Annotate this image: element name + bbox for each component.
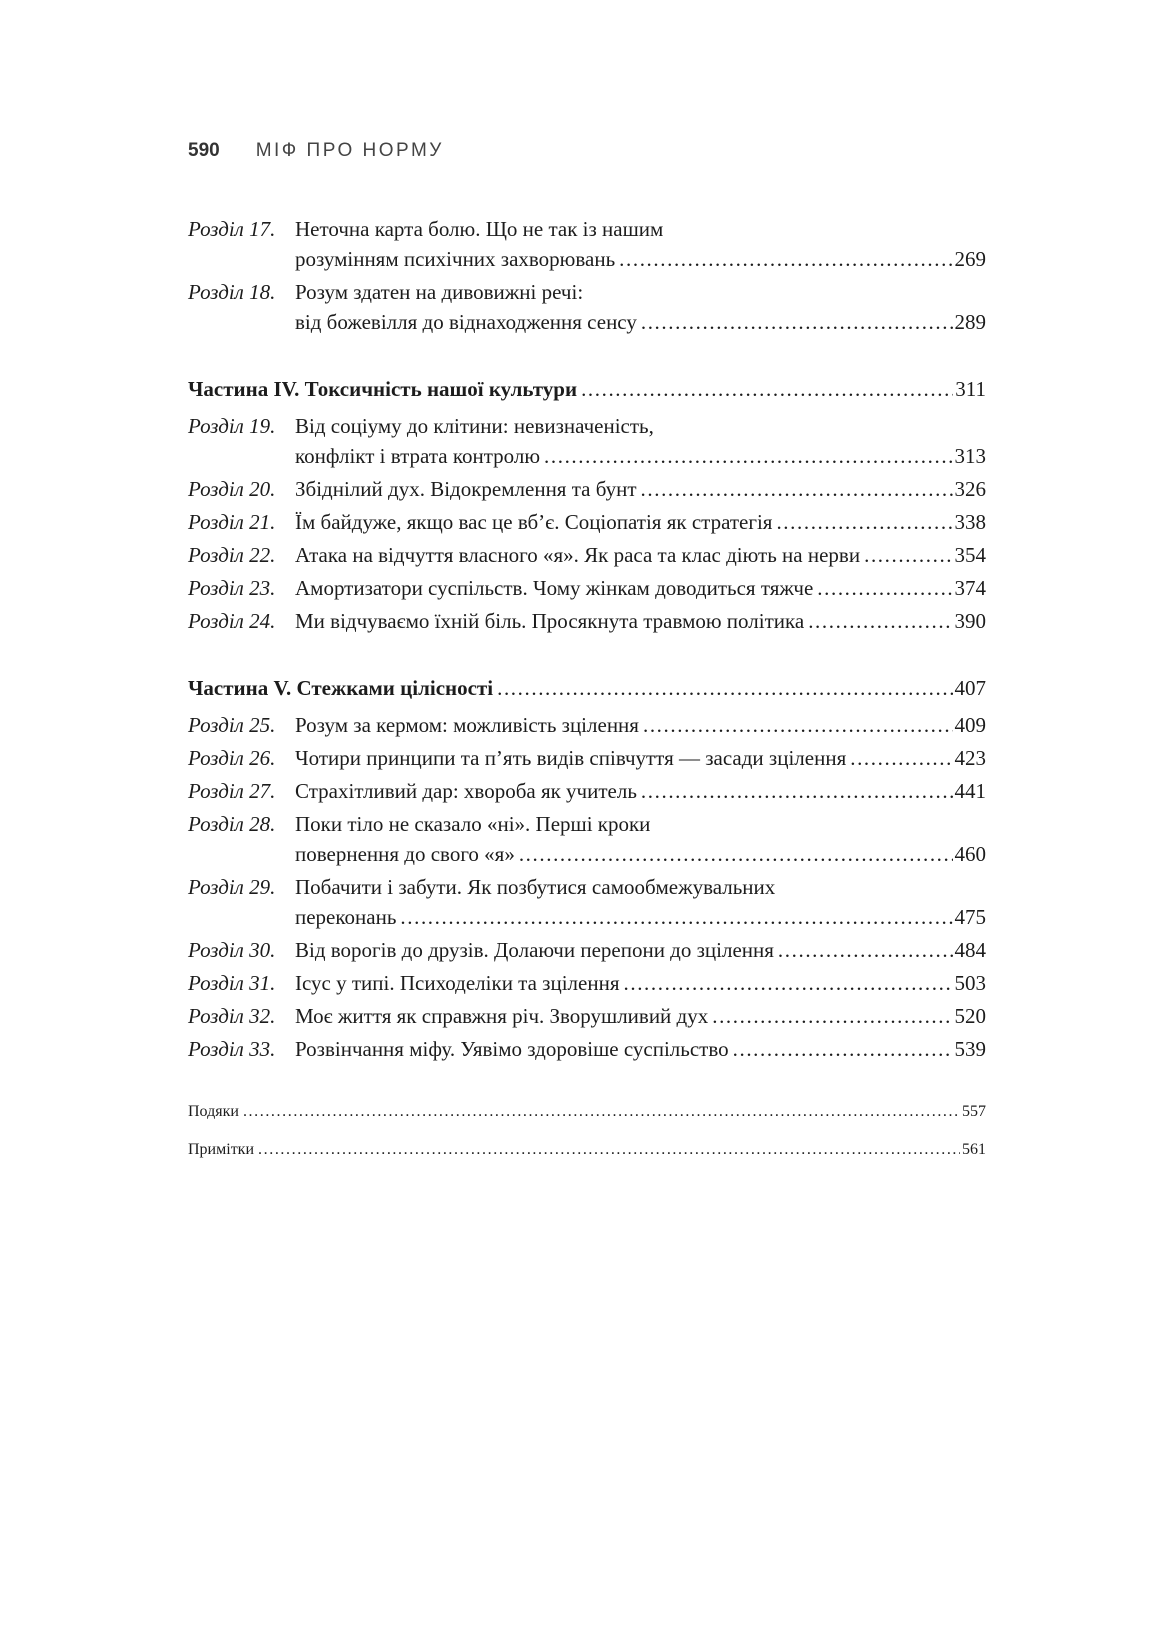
page-number: 354 — [954, 543, 986, 567]
entry-text: Страхітливий дар: хвороба як учитель — [295, 779, 637, 803]
toc-entry — [188, 507, 986, 537]
toc-entry — [188, 935, 986, 965]
dot-leader — [400, 902, 952, 932]
toc-entry — [188, 277, 986, 337]
part-heading-text: Частина V. Стежками цілісності — [188, 676, 494, 700]
chapter-label: Розділ 19. — [188, 414, 276, 438]
entry-body — [295, 214, 986, 274]
entry-text: повернення до свого «я» — [295, 842, 515, 866]
toc-line — [295, 872, 986, 902]
chapter-label: Розділ 25. — [188, 713, 276, 737]
page-number: 289 — [954, 310, 986, 334]
entry-text: Амортизатори суспільств. Чому жінкам доводиться тяжче — [295, 576, 814, 600]
chapter-label: Розділ 28. — [188, 812, 276, 836]
toc-group — [188, 374, 986, 636]
toc-line — [295, 507, 986, 537]
toc-group — [188, 673, 986, 1064]
page-number: 423 — [954, 746, 986, 770]
dot-leader — [581, 374, 953, 404]
dot-leader — [258, 1135, 960, 1165]
entry-text: конфлікт і втрата контролю — [295, 444, 541, 468]
chapter-label: Розділ 32. — [188, 1004, 276, 1028]
entry-body — [295, 809, 986, 869]
page-folio: 590 — [188, 140, 220, 161]
table-of-contents — [188, 214, 986, 1064]
chapter-label: Розділ 27. — [188, 779, 276, 803]
toc-group — [188, 214, 986, 337]
page-number: 539 — [954, 1037, 986, 1061]
toc-entry — [188, 540, 986, 570]
dot-leader — [778, 935, 953, 965]
toc-entry — [188, 474, 986, 504]
entry-text: Збіднілий дух. Відокремлення та бунт — [295, 477, 637, 501]
entry-text: Від ворогів до друзів. Долаючи перепони до зцілення — [295, 938, 774, 962]
toc-line — [295, 710, 986, 740]
chapter-label: Розділ 30. — [188, 938, 276, 962]
toc-line — [295, 1034, 986, 1064]
toc-entry — [188, 606, 986, 636]
page-number: 475 — [954, 905, 986, 929]
running-title: МІФ ПРО НОРМУ — [255, 140, 444, 161]
toc-entry — [188, 968, 986, 998]
entry-body — [295, 573, 986, 603]
toc-line — [295, 441, 986, 471]
page-number: 520 — [954, 1004, 986, 1028]
chapter-label: Розділ 23. — [188, 576, 276, 600]
entry-text: Ісус у типі. Психоделіки та зцілення — [295, 971, 620, 995]
dot-leader — [850, 743, 952, 773]
dot-leader — [817, 573, 952, 603]
entry-body — [295, 935, 986, 965]
entry-body — [295, 968, 986, 998]
toc-entry — [188, 573, 986, 603]
toc-line — [295, 277, 986, 307]
toc-line — [295, 968, 986, 998]
dot-leader — [243, 1097, 960, 1127]
chapter-label: Розділ 29. — [188, 875, 276, 899]
page-number: 409 — [954, 713, 986, 737]
entry-body — [295, 1001, 986, 1031]
entry-text: Від соціуму до клітини: невизначеність, — [295, 414, 654, 438]
dot-leader — [776, 507, 952, 537]
toc-entry — [188, 743, 986, 773]
entry-text: Поки тіло не сказало «ні». Перші кроки — [295, 812, 651, 836]
entry-text: Побачити і забути. Як позбутися самообмежувальних — [295, 875, 776, 899]
toc-line — [295, 839, 986, 869]
page-number: 311 — [955, 377, 986, 401]
toc-line — [295, 244, 986, 274]
chapter-label: Розділ 24. — [188, 609, 276, 633]
dot-leader — [497, 673, 952, 703]
entry-text: Атака на відчуття власного «я». Як раса та клас діють на нерви — [295, 543, 861, 567]
toc-line — [295, 540, 986, 570]
dot-leader — [544, 441, 952, 471]
backmatter-entry — [188, 1135, 986, 1165]
entry-text: Розвінчання міфу. Уявімо здоровіше суспільство — [295, 1037, 729, 1061]
entry-body — [295, 872, 986, 932]
toc-line — [295, 573, 986, 603]
page-number: 407 — [954, 676, 986, 700]
entry-text: Моє життя як справжня річ. Зворушливий дух — [295, 1004, 709, 1028]
toc-entry — [188, 710, 986, 740]
page-number: 374 — [954, 576, 986, 600]
toc-entry — [188, 776, 986, 806]
chapter-label: Розділ 21. — [188, 510, 276, 534]
toc-line — [295, 776, 986, 806]
running-header — [188, 140, 986, 162]
toc-line — [295, 809, 986, 839]
entry-text: Ми відчуваємо їхній біль. Просякнута травмою політика — [295, 609, 805, 633]
dot-leader — [641, 776, 953, 806]
entry-text: Розум за кермом: можливість зцілення — [295, 713, 639, 737]
backmatter-label: Примітки — [188, 1141, 255, 1158]
chapter-label: Розділ 26. — [188, 746, 276, 770]
toc-line — [295, 1001, 986, 1031]
toc-line — [295, 935, 986, 965]
entry-body — [295, 411, 986, 471]
entry-body — [295, 743, 986, 773]
toc-entry — [188, 1001, 986, 1031]
part-heading — [188, 673, 986, 703]
dot-leader — [641, 307, 953, 337]
page-content — [188, 140, 986, 1173]
dot-leader — [519, 839, 953, 869]
chapter-label: Розділ 20. — [188, 477, 276, 501]
toc-line — [295, 411, 986, 441]
entry-body — [295, 1034, 986, 1064]
toc-line — [295, 307, 986, 337]
page-number: 313 — [954, 444, 986, 468]
toc-line — [295, 902, 986, 932]
entry-text: Розум здатен на дивовижні речі: — [295, 280, 584, 304]
entry-body — [295, 606, 986, 636]
page-number: 326 — [954, 477, 986, 501]
dot-leader — [808, 606, 952, 636]
dot-leader — [624, 968, 953, 998]
entry-text: розумінням психічних захворювань — [295, 247, 616, 271]
toc-entry — [188, 411, 986, 471]
page-number: 441 — [954, 779, 986, 803]
toc-line — [295, 606, 986, 636]
page-number: 557 — [962, 1103, 986, 1120]
entry-body — [295, 474, 986, 504]
part-heading-text: Частина IV. Токсичність нашої культури — [188, 377, 578, 401]
page-number: 460 — [954, 842, 986, 866]
chapter-label: Розділ 17. — [188, 217, 276, 241]
dot-leader — [619, 244, 952, 274]
chapter-label: Розділ 31. — [188, 971, 276, 995]
page-number: 269 — [954, 247, 986, 271]
chapter-label: Розділ 33. — [188, 1037, 276, 1061]
backmatter-entry — [188, 1097, 986, 1127]
entry-body — [295, 507, 986, 537]
backmatter-label: Подяки — [188, 1103, 239, 1120]
chapter-label: Розділ 18. — [188, 280, 276, 304]
page-number: 390 — [954, 609, 986, 633]
dot-leader — [864, 540, 952, 570]
chapter-label: Розділ 22. — [188, 543, 276, 567]
entry-text: Неточна карта болю. Що не так із нашим — [295, 217, 664, 241]
entry-text: Чотири принципи та п’ять видів співчуття — засади зцілення — [295, 746, 847, 770]
page-number: 484 — [954, 938, 986, 962]
entry-text: від божевілля до віднаходження сенсу — [295, 310, 637, 334]
toc-line — [295, 214, 986, 244]
toc-line — [295, 743, 986, 773]
toc-entry — [188, 1034, 986, 1064]
entry-body — [295, 540, 986, 570]
entry-body — [295, 277, 986, 337]
dot-leader — [733, 1034, 953, 1064]
entry-text: переконань — [295, 905, 397, 929]
toc-entry — [188, 214, 986, 274]
entry-body — [295, 776, 986, 806]
page-number: 338 — [954, 510, 986, 534]
toc-entry — [188, 809, 986, 869]
toc-line — [295, 474, 986, 504]
entry-text: Їм байдуже, якщо вас це вб’є. Соціопатія як стратегія — [295, 510, 773, 534]
backmatter — [188, 1097, 986, 1165]
page-number: 503 — [954, 971, 986, 995]
dot-leader — [712, 1001, 952, 1031]
page-number: 561 — [962, 1141, 986, 1158]
part-heading — [188, 374, 986, 404]
dot-leader — [641, 474, 953, 504]
entry-body — [295, 710, 986, 740]
toc-entry — [188, 872, 986, 932]
dot-leader — [643, 710, 953, 740]
